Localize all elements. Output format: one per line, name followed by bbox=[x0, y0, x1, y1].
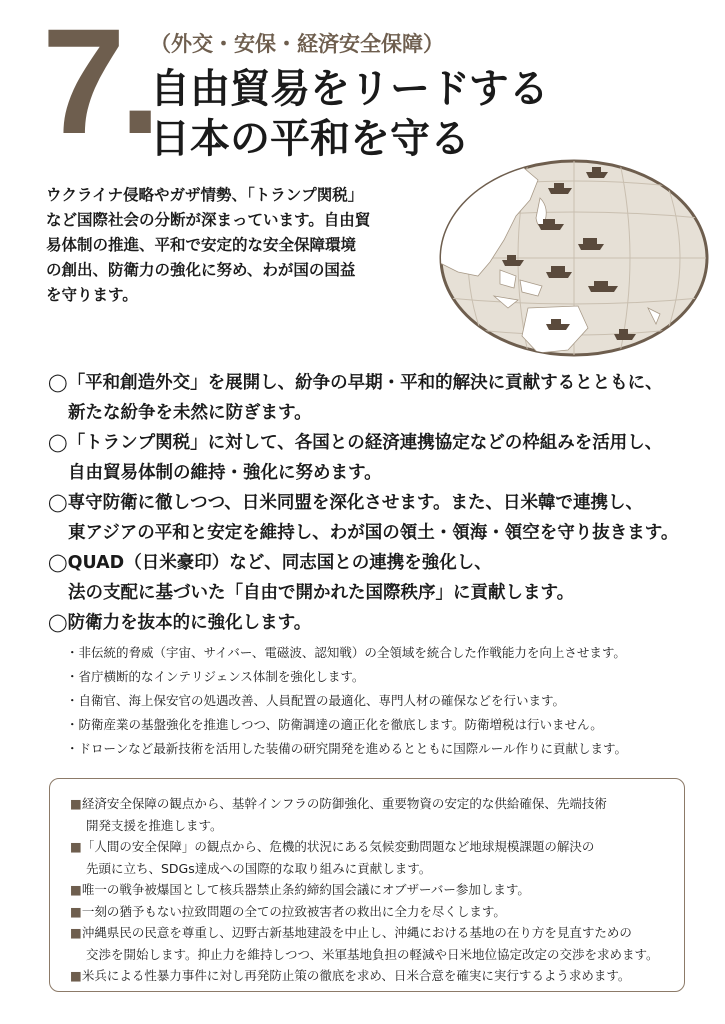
section-subtitle: （外交・安保・経済安全保障） bbox=[150, 32, 444, 56]
subpoint: ・自衛官、海上保安官の処遇改善、人員配置の最適化、専門人材の確保などを行います。 bbox=[66, 693, 566, 708]
subpoint: ・非伝統的脅威（宇宙、サイバー、電磁波、認知戦）の全領域を統合した作戦能力を向上させます。 bbox=[66, 645, 626, 660]
point-text: 防衛力を抜本的に強化します。 bbox=[67, 613, 312, 633]
box-item-text-continued: 先頭に立ち、SDGs達成への国際的な取り組みに貢献します。 bbox=[86, 860, 432, 876]
square-marker: ■ bbox=[70, 925, 82, 940]
policy-point bbox=[48, 608, 718, 638]
point-text: 専守防衛に徹しつつ、日米同盟を深化させます。また、日米韓で連携し、 bbox=[67, 493, 643, 513]
intro-paragraph bbox=[46, 183, 446, 308]
square-marker: ■ bbox=[70, 968, 82, 983]
box-item-text: 経済安全保障の観点から、基幹インフラの防御強化、重要物資の安定的な供給確保、先端技術 bbox=[81, 796, 607, 811]
policy-points bbox=[48, 368, 718, 761]
intro-line: の創出、防衛力の強化に努め、わが国の国益 bbox=[46, 261, 356, 279]
box-item-text: 米兵による性暴力事件に対し再発防止策の徹底を求め、日米合意を確実に実行するよう求めます。 bbox=[81, 968, 631, 983]
additional-policies-box bbox=[49, 778, 685, 992]
box-item-text: 一刻の猶予もない拉致問題の全ての拉致被害者の救出に全力を尽くします。 bbox=[81, 903, 506, 919]
title-line-2: 日本の平和を守る bbox=[150, 116, 470, 162]
box-item-text: 沖縄県民の民意を尊重し、辺野古新基地建設を中止し、沖縄における基地の在り方を見直すための bbox=[81, 925, 632, 940]
title-line-1: 自由貿易をリードする bbox=[150, 66, 549, 112]
box-item-text: 「人間の安全保障」の観点から、危機的状況にある気候変動問題など地球規模課題の解決の bbox=[81, 839, 595, 854]
circle-marker: ◯ bbox=[48, 553, 68, 573]
policy-point bbox=[48, 548, 718, 608]
intro-line: を守ります。 bbox=[46, 286, 138, 304]
subpoint: ・省庁横断的なインテリジェンス体制を強化します。 bbox=[66, 669, 365, 684]
world-map-ships-illustration bbox=[438, 158, 710, 358]
intro-line: など国際社会の分断が深まっています。自由貿 bbox=[46, 211, 371, 229]
point-text: QUAD（日米豪印）など、同志国との連携を強化し、 bbox=[67, 553, 492, 573]
box-item bbox=[70, 965, 668, 987]
policy-point bbox=[48, 488, 718, 548]
subpoint: ・ドローンなど最新技術を活用した装備の研究開発を進めるとともに国際ルール作りに貢献します。 bbox=[66, 741, 628, 756]
box-item bbox=[70, 922, 668, 965]
square-marker: ■ bbox=[70, 796, 82, 811]
point-text: 「トランプ関税」に対して、各国との経済連携協定などの枠組みを活用し、 bbox=[67, 433, 663, 453]
intro-line: 易体制の推進、平和で安定的な安全保障環境 bbox=[46, 236, 357, 254]
box-item bbox=[70, 901, 668, 923]
box-item-text: 唯一の戦争被爆国として核兵器禁止条約締約国会議にオブザーバー参加します。 bbox=[81, 882, 530, 897]
box-item-text-continued: 交渉を開始します。抑止力を維持しつつ、米軍基地負担の軽減や日米地位協定改定の交渉を求めます。 bbox=[86, 946, 659, 962]
point-text-continued: 法の支配に基づいた「自由で開かれた国際秩序」に貢献します。 bbox=[68, 583, 575, 603]
policy-point bbox=[48, 368, 718, 428]
point-text-continued: 東アジアの平和と安定を維持し、わが国の領土・領海・領空を守り抜きます。 bbox=[68, 523, 679, 543]
subpoint: ・防衛産業の基盤強化を推進しつつ、防衛調達の適正化を徹底します。防衛増税は行いません。 bbox=[66, 717, 603, 732]
square-marker: ■ bbox=[70, 839, 82, 854]
square-marker: ■ bbox=[70, 903, 82, 919]
circle-marker: ◯ bbox=[48, 493, 68, 513]
section-number: 7. bbox=[42, 0, 156, 165]
defense-subpoints bbox=[66, 641, 718, 761]
square-marker: ■ bbox=[70, 882, 82, 897]
circle-marker: ◯ bbox=[48, 373, 68, 393]
box-item bbox=[70, 836, 668, 879]
intro-line: ウクライナ侵略やガザ情勢、「トランプ関税」 bbox=[46, 186, 364, 204]
point-text-continued: 新たな紛争を未然に防ぎます。 bbox=[68, 403, 312, 423]
section-title bbox=[150, 64, 549, 164]
circle-marker: ◯ bbox=[48, 613, 68, 633]
point-text: 「平和創造外交」を展開し、紛争の早期・平和的解決に貢献するとともに、 bbox=[67, 373, 663, 393]
box-item bbox=[70, 879, 668, 901]
circle-marker: ◯ bbox=[48, 433, 68, 453]
box-item bbox=[70, 793, 668, 836]
point-text-continued: 自由貿易体制の維持・強化に努めます。 bbox=[68, 463, 382, 483]
box-item-text-continued: 開発支援を推進します。 bbox=[86, 817, 223, 833]
policy-point bbox=[48, 428, 718, 488]
